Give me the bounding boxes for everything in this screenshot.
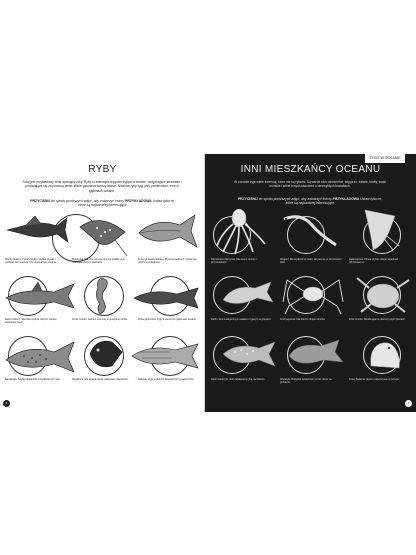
book-spread <box>0 154 416 412</box>
instruction-keyword: PRZYCISNIJ <box>30 199 51 203</box>
marlin-illustration <box>5 212 70 248</box>
caption: Węgorz. Ma wydłużone ciało i ukrywa się w szczelinach skał. <box>280 258 342 265</box>
caption: Makrela. Żyje w dużych ławicach przy powierzchni. <box>138 378 195 381</box>
instruction-end: Ustaw tylko te, które są najbardziej interesujące <box>285 197 383 206</box>
caption: Barrakuda. Szybki drapieżnik o wydłużonym ciele. <box>5 378 61 381</box>
caption: Rogatnica. Ma twardą skórę i jaskrawe ubarwienie. <box>72 378 129 381</box>
caption: Kałamarnica. Pływa szybko dzięki napędowi odrzutowemu. <box>349 258 398 265</box>
page-number: 6 <box>3 400 10 407</box>
instruction-text <box>30 199 175 208</box>
caption: Delfin. Jest inteligentnym ssakiem żyjącym w grupach. <box>211 318 272 321</box>
section-tag: ŻYCIE W OCEANIE <box>365 154 405 163</box>
instruction-keyword: PRZYCISNIJ <box>237 197 258 201</box>
page-number: 7 <box>405 400 412 407</box>
instruction-key: PRZYKŁADOWA <box>125 199 152 203</box>
left-page <box>0 154 205 412</box>
instruction-middle: do spodu poniższych zdjęć, aby zobaczyć kolory <box>258 197 332 201</box>
caption: Rekin żarłacz. Ma kilka rzędów ostrych zębów i doskonały węch. <box>5 318 58 325</box>
seahorse-illustration <box>90 274 116 318</box>
intro-text: Tutaj jest przykładowy tekst opisujący ryby. Ryby to zwierzęta kręgowe żyjące w wodzie, oddychające skrzelami i poruszające się za pomocą płetw. Wiele gatunków tworzy ławice. Niektóre ryby żyją przy powierzchni, inne w głębinach oceanu. <box>22 180 182 193</box>
caption: Żółw morski. Składa jaja na piaszczystych plażach. <box>349 318 406 321</box>
mackerel-illustration <box>130 340 202 372</box>
octopus-illustration <box>213 206 271 256</box>
caption: Krab japoński. Ma bardzo długie odnóża. <box>280 318 326 321</box>
turtle-illustration <box>355 274 411 314</box>
seal-illustration <box>365 336 405 372</box>
dolphin-illustration <box>219 278 277 312</box>
ray-illustration <box>75 212 130 257</box>
deep-fish-illustration <box>132 284 202 312</box>
shark-illustration <box>4 280 79 312</box>
whale-illustration <box>287 336 347 372</box>
instruction-text <box>235 197 385 206</box>
page-title: RYBY <box>88 164 117 175</box>
whale-shark-illustration <box>221 338 277 372</box>
caption: Rekin wielorybi. Jest największą rybą na świecie. <box>211 378 266 381</box>
caption: Wieloryb. Oddycha powietrzem przez otwór na grzbiecie. <box>280 378 332 385</box>
caption: Płaszczka orla. Porusza się płynnie wzdłuż dna, machając dużymi płetwami. <box>72 258 126 265</box>
caption: Marlin błękitny. Potrafi bardzo szybko pływać i polować na mniejsze ryby w otwartym oceanie. <box>5 258 58 265</box>
instruction-middle: do spodu poniższych zdjęć, aby zobaczyć kolory <box>51 199 125 203</box>
instruction-key: PRZYKŁADOWA <box>332 197 360 201</box>
triggerfish-illustration <box>86 336 126 372</box>
intro-text: W oceanie żyje wiele zwierząt, które nie są rybami. Są wśród nich ośmiornice, węgorze, żółwie, kraby, ssaki morskie i wiele innych stworzeń o niezwykłych kształtach. <box>234 180 386 189</box>
caption: Tuńczyk błękitnopłetwy. Pływa w ławicach i pokonuje ogromne odległości. <box>138 258 197 265</box>
eel-illustration <box>280 209 340 253</box>
caption: Foka. Świetnie pływa i odpoczywa na brzegu. <box>349 378 400 381</box>
right-page <box>205 154 416 412</box>
crab-illustration <box>281 272 345 316</box>
tuna-illustration <box>135 209 203 254</box>
instruction-end: Ustaw tylko te, które są najbardziej interesujące <box>78 199 175 208</box>
page-title: INNI MIESZKAŃCY OCEANU <box>240 164 381 175</box>
caption: Ośmiornica olbrzymia. Ma osiem ramion z przyssawkami. <box>211 258 258 265</box>
squid-illustration <box>355 206 405 254</box>
barracuda-illustration <box>4 338 79 374</box>
caption: Ryba głębinowa. Żyje w ciemnych głębinach oceanu. <box>138 318 197 321</box>
caption: Konik morski. Samiec nosi ikrę w specjalnej torbie. <box>72 318 128 321</box>
